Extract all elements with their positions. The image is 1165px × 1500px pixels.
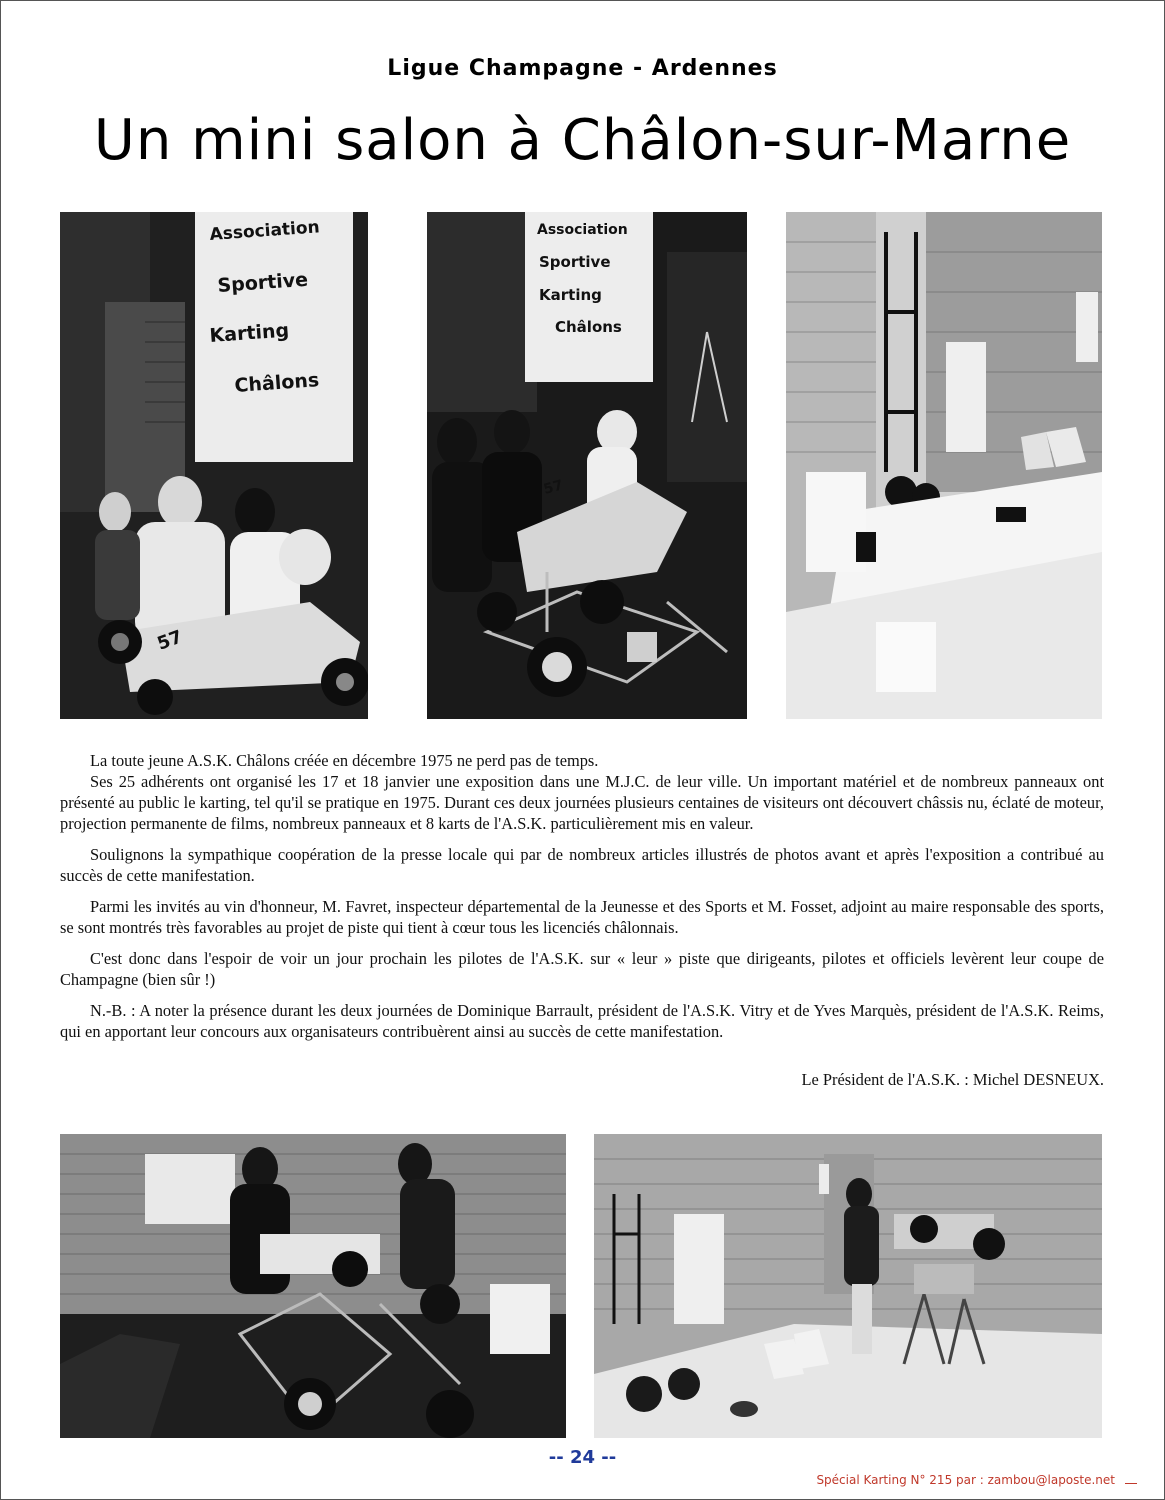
banner2-text-chalons: Châlons: [555, 318, 622, 336]
photo-karts-on-stands: [594, 1134, 1102, 1438]
article-paragraph-3: Soulignons la sympathique coopération de la presse locale qui par de nombreux articles illustrés de photos avant et après l'exposition a contribué au succès de cette manifestation.: [60, 845, 1104, 885]
photo-kart-with-driver: [427, 212, 747, 719]
footer-credit-rule: [1125, 1483, 1137, 1484]
article-paragraph-6: N.-B. : A noter la présence durant les deux journées de Dominique Barrault, président de l'A.S.K. Vitry et de Yves Marquès, président de l'A.S.K. Reims, qui en apportant leur concours aux organisateurs contribuèrent ainsi au succès de cette manifestation.: [60, 1001, 1104, 1041]
article-headline: Un mini salon à Châlon-sur-Marne: [93, 108, 1072, 173]
article-body: [60, 750, 1104, 1042]
article-paragraph-1: La toute jeune A.S.K. Châlons créée en décembre 1975 ne perd pas de temps.: [90, 751, 599, 770]
photo-visitors-at-karts: [60, 1134, 566, 1438]
photo-exhibition-banner-group: [60, 212, 368, 719]
article-paragraph-5: C'est donc dans l'espoir de voir un jour prochain les pilotes de l'A.S.K. sur « leur » piste que dirigeants, pilotes et officiels levèrent leur coupe de Champagne (bien sûr !): [60, 949, 1104, 989]
footer-credit: [816, 1473, 1137, 1487]
league-title: Ligue Champagne - Ardennes: [387, 56, 778, 81]
article-paragraph-4: Parmi les invités au vin d'honneur, M. Favret, inspecteur départemental de la Jeunesse et des Sports et M. Fosset, adjoint au maire responsable des sports, se sont montrés très favorables au projet de piste qui tient à cœur tous les licenciés châlonnais.: [60, 897, 1104, 937]
banner2-text-karting: Karting: [539, 286, 602, 304]
page-number: -- 24 --: [548, 1447, 617, 1468]
photo-chassis-display: [786, 212, 1102, 719]
banner-text-chalons: Châlons: [233, 369, 320, 397]
banner2-text-association: Association: [537, 222, 628, 238]
banner-text-karting: Karting: [208, 319, 290, 347]
banner-text-sportive: Sportive: [216, 268, 309, 297]
footer-credit-text: Spécial Karting N° 215 par : zambou@laposte.net: [816, 1473, 1115, 1487]
kart2-number-label: 57: [541, 477, 565, 498]
banner2-text-sportive: Sportive: [539, 253, 611, 271]
banner-text-association: Association: [208, 217, 321, 245]
article-signature: Le Président de l'A.S.K. : Michel DESNEUX.: [801, 1070, 1104, 1089]
article-paragraph-2: Ses 25 adhérents ont organisé les 17 et 18 janvier une exposition dans une M.J.C. de leur ville. Un important matériel et de nombreux panneaux ont présenté au public le karting, tel qu'il se pratique en 1975. Durant ces deux journées plusieurs centaines de visiteurs ont découvert châssis nu, éclaté de moteur, projection permanente de films, nombreux panneaux et 8 karts de l'A.S.K. particulièrement mis en valeur.: [60, 772, 1104, 833]
kart-number-label: 57: [154, 626, 186, 655]
